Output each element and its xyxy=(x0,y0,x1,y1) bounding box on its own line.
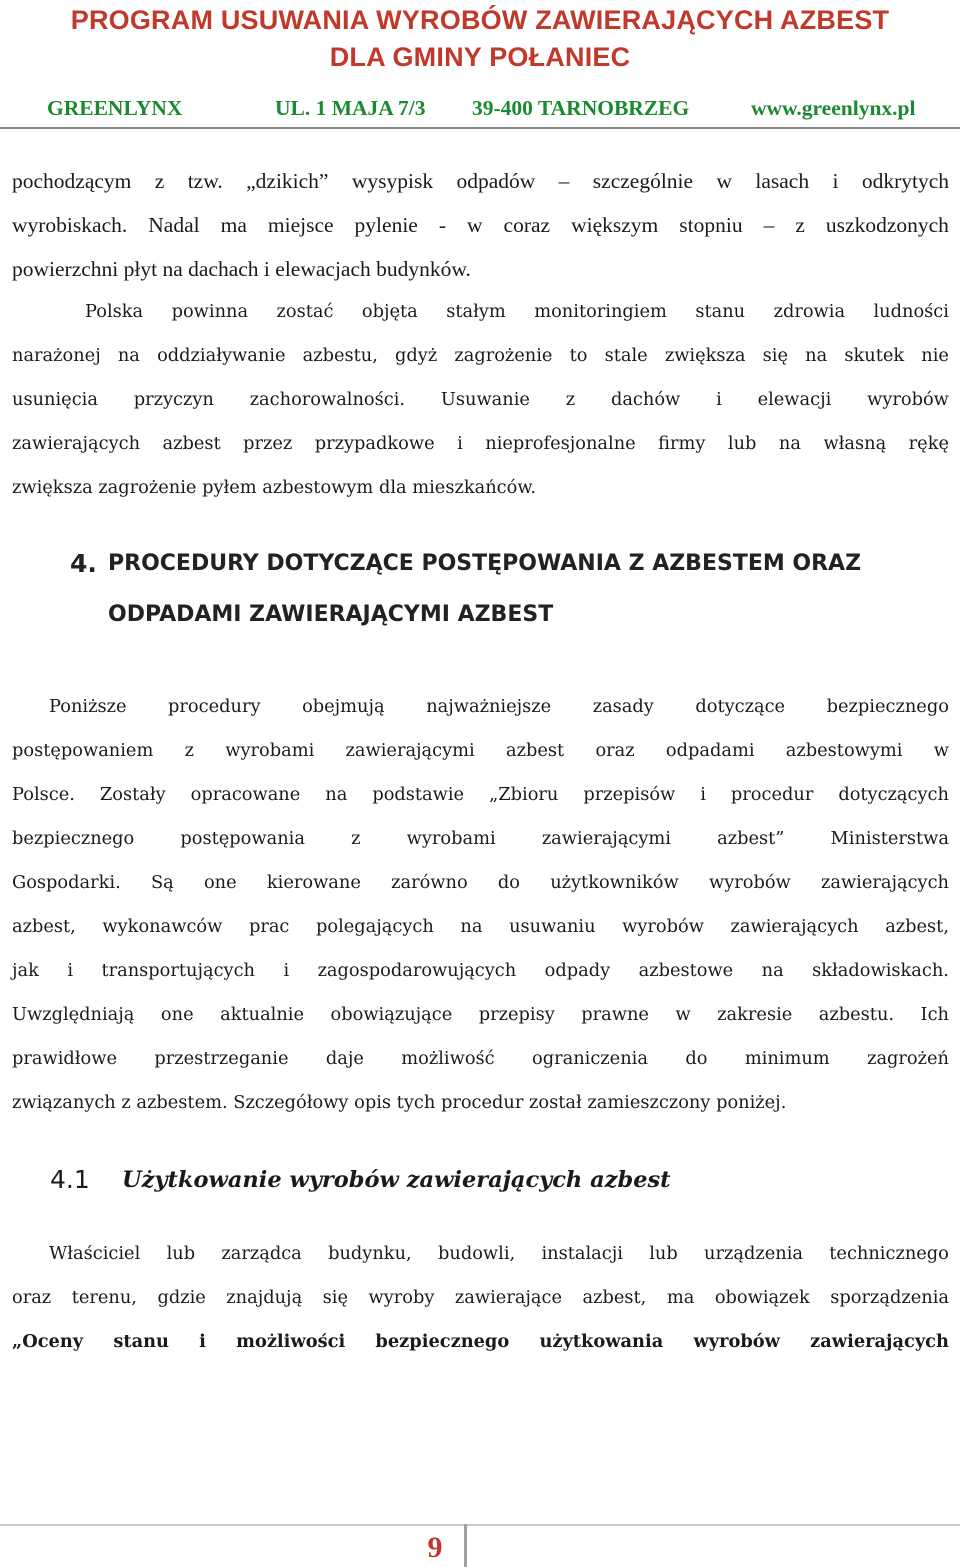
section41-number: 4.1 xyxy=(50,1165,90,1194)
word: elewacji xyxy=(757,389,832,410)
word: – xyxy=(763,213,775,237)
word: stałym xyxy=(446,301,506,322)
word: kierowane xyxy=(266,872,361,893)
word: wyrobów xyxy=(622,916,704,937)
word: coraz xyxy=(503,213,551,237)
word: zagrożenie xyxy=(454,345,553,366)
paragraph-line xyxy=(12,342,949,386)
word: procedur xyxy=(730,784,814,805)
word: i xyxy=(457,433,463,454)
paragraph-line xyxy=(12,211,949,255)
word: w xyxy=(933,740,949,761)
word: odkrytych xyxy=(861,169,949,193)
paragraph-line xyxy=(12,825,949,869)
word: zawierających xyxy=(810,1331,949,1352)
word: przepisów xyxy=(583,784,676,805)
word: przestrzeganie xyxy=(154,1048,289,1069)
word: urządzenia xyxy=(704,1243,803,1264)
word: zagrożeń xyxy=(867,1048,949,1069)
word: azbestowymi xyxy=(785,740,903,761)
word: wykonawców xyxy=(102,916,223,937)
paragraph-line xyxy=(12,1284,949,1328)
word: wyrobiskach. xyxy=(12,213,128,237)
word: wyrobami xyxy=(225,740,315,761)
word: Właściciel xyxy=(49,1243,141,1264)
word: „Oceny xyxy=(12,1331,84,1352)
word: zawierających xyxy=(12,433,141,454)
header-title-line1: PROGRAM USUWANIA WYROBÓW ZAWIERAJĄCYCH AZBEST xyxy=(70,5,890,35)
word: azbest xyxy=(162,433,221,454)
word: na xyxy=(117,345,140,366)
header-address: UL. 1 MAJA 7/3 xyxy=(275,96,426,120)
header-website[interactable]: www.greenlynx.pl xyxy=(751,96,916,120)
word: Są xyxy=(150,872,174,893)
paragraph-line xyxy=(85,298,949,342)
word: wyrobów xyxy=(693,1331,780,1352)
word: skutek xyxy=(844,345,905,366)
word: wyrobami xyxy=(406,828,496,849)
word: własną xyxy=(823,433,887,454)
word: bezpiecznego xyxy=(12,828,135,849)
word: przepisy xyxy=(478,1004,555,1025)
word: z xyxy=(795,213,805,237)
word: polegających xyxy=(316,916,434,937)
word: Usuwanie xyxy=(440,389,530,410)
word: terenu, xyxy=(71,1287,137,1308)
word: stale xyxy=(604,345,648,366)
paragraph-line xyxy=(12,167,949,211)
word: azbest, xyxy=(582,1287,647,1308)
paragraph-line: powierzchni płyt na dachach i elewacjach budynków. xyxy=(12,257,471,281)
word: wyroby xyxy=(368,1287,435,1308)
word: Uwzględniają xyxy=(12,1004,135,1025)
word: azbestu. xyxy=(818,1004,895,1025)
word: się xyxy=(762,345,788,366)
word: możliwość xyxy=(401,1048,495,1069)
word: dotyczących xyxy=(838,784,949,805)
word: zawierającymi xyxy=(345,740,475,761)
word: odpady xyxy=(544,960,611,981)
word: – xyxy=(558,169,570,193)
word: oraz xyxy=(595,740,635,761)
paragraph-line xyxy=(12,869,949,913)
word: podstawie xyxy=(372,784,465,805)
word: procedury xyxy=(168,696,261,717)
word: azbest, xyxy=(885,916,949,937)
word: monitoringiem xyxy=(534,301,667,322)
word: stopniu xyxy=(679,213,743,237)
word: zdrowia xyxy=(773,301,846,322)
paragraph-line xyxy=(12,1001,949,1045)
word: uszkodzonych xyxy=(825,213,949,237)
word: odpadami xyxy=(665,740,755,761)
word: bezpiecznego xyxy=(826,696,949,717)
word: pylenie xyxy=(354,213,418,237)
word: oraz xyxy=(12,1287,52,1308)
word: objęta xyxy=(361,301,418,322)
word: wyrobów xyxy=(708,872,791,893)
word: zagospodarowujących xyxy=(317,960,517,981)
word: zachorowalności. xyxy=(249,389,406,410)
word: się xyxy=(322,1287,349,1308)
word: technicznego xyxy=(829,1243,949,1264)
word: postępowania xyxy=(180,828,305,849)
word: usuwaniu xyxy=(509,916,596,937)
word: szczególnie xyxy=(592,169,694,193)
word: zawierających xyxy=(730,916,859,937)
paragraph-line xyxy=(12,913,949,957)
paragraph-line xyxy=(12,781,949,825)
word: miejsce xyxy=(267,213,334,237)
word: nieprofesjonalne xyxy=(485,433,636,454)
word: powinna xyxy=(171,301,249,322)
word: prawne xyxy=(581,1004,649,1025)
word: gdzie xyxy=(157,1287,206,1308)
word: w xyxy=(675,1004,691,1025)
word: w xyxy=(467,213,483,237)
word: i xyxy=(700,784,706,805)
word: ma xyxy=(220,213,247,237)
word: z xyxy=(565,389,576,410)
word: nie xyxy=(921,345,949,366)
word: wysypisk xyxy=(351,169,434,193)
word: narażonej xyxy=(12,345,101,366)
word: azbestu, xyxy=(302,345,378,366)
word: na xyxy=(325,784,348,805)
word: azbest, xyxy=(12,916,76,937)
word: lub xyxy=(649,1243,678,1264)
word: one xyxy=(160,1004,194,1025)
word: lasach xyxy=(755,169,810,193)
word: budowli, xyxy=(437,1243,516,1264)
word: sporządzenia xyxy=(830,1287,949,1308)
word: przez xyxy=(243,433,293,454)
word: Nadal xyxy=(148,213,200,237)
paragraph-line xyxy=(12,957,949,1001)
word: - xyxy=(438,213,447,237)
word: i xyxy=(67,960,74,981)
word: opracowane xyxy=(190,784,301,805)
word: prac xyxy=(248,916,290,937)
word: zarządca xyxy=(221,1243,302,1264)
word: zakresie xyxy=(717,1004,793,1025)
word: Polska xyxy=(85,301,144,322)
word: przypadkowe xyxy=(314,433,435,454)
paragraph-line xyxy=(12,430,949,474)
word: transportujących xyxy=(101,960,255,981)
word: obowiązujące xyxy=(330,1004,453,1025)
word: azbestowe xyxy=(638,960,734,981)
header-contact-bar xyxy=(47,92,925,124)
word: ludności xyxy=(873,301,949,322)
word: „Zbioru xyxy=(489,784,559,805)
word: odpadów xyxy=(456,169,536,193)
word: to xyxy=(569,345,588,366)
section4-title-line1: PROCEDURY DOTYCZĄCE POSTĘPOWANIA Z AZBESTEM ORAZ xyxy=(108,551,862,576)
word: na xyxy=(778,433,801,454)
header-city: 39-400 TARNOBRZEG xyxy=(472,96,690,120)
word: zawierających xyxy=(820,872,949,893)
word: gdyż xyxy=(395,345,438,366)
paragraph-line xyxy=(12,737,949,781)
word: Gospodarki. xyxy=(12,872,121,893)
word: bezpiecznego xyxy=(375,1331,510,1352)
word: azbest” xyxy=(717,828,785,849)
paragraph-line: zwiększa zagrożenie pyłem azbestowym dla mieszkańców. xyxy=(12,477,537,498)
word: z xyxy=(351,828,361,849)
word: możliwości xyxy=(236,1331,346,1352)
word: „dzikich” xyxy=(246,169,329,193)
word: użytkowania xyxy=(539,1331,664,1352)
word: w xyxy=(716,169,732,193)
word: budynku, xyxy=(328,1243,412,1264)
word: przyczyn xyxy=(133,389,214,410)
section4-number: 4. xyxy=(70,549,97,578)
word: i xyxy=(832,169,839,193)
word: Ich xyxy=(920,1004,949,1025)
word: Poniższe xyxy=(49,696,127,717)
word: i xyxy=(283,960,290,981)
word: najważniejsze xyxy=(426,696,552,717)
word: zawierające xyxy=(454,1287,563,1308)
word: większym xyxy=(571,213,659,237)
word: one xyxy=(203,872,237,893)
word: oddziaływanie xyxy=(157,345,286,366)
word: na xyxy=(761,960,784,981)
word: składowiskach. xyxy=(812,960,949,981)
word: lub xyxy=(727,433,757,454)
header-title-line2: DLA GMINY POŁANIEC xyxy=(329,42,631,72)
word: obowiązek xyxy=(714,1287,810,1308)
paragraph-line xyxy=(12,1328,949,1372)
word: dotyczące xyxy=(695,696,786,717)
word: i xyxy=(716,389,722,410)
word: ma xyxy=(666,1287,695,1308)
word: zasady xyxy=(592,696,654,717)
word: azbest xyxy=(506,740,565,761)
word: stanu xyxy=(695,301,746,322)
word: lub xyxy=(166,1243,196,1264)
word: minimum xyxy=(744,1048,830,1069)
paragraph-line xyxy=(12,1045,949,1089)
word: z xyxy=(184,740,194,761)
word: Polsce. xyxy=(12,784,75,805)
paragraph-line: związanych z azbestem. Szczegółowy opis tych procedur został zamieszczony poniżej. xyxy=(12,1092,787,1113)
paragraph-line xyxy=(49,693,949,737)
word: i xyxy=(199,1331,206,1352)
word: jak xyxy=(12,960,39,981)
word: aktualnie xyxy=(220,1004,305,1025)
word: do xyxy=(685,1048,708,1069)
word: zarówno xyxy=(391,872,468,893)
word: z xyxy=(154,169,165,193)
header-divider xyxy=(0,127,960,129)
page-number: 9 xyxy=(427,1531,443,1564)
word: użytkowników xyxy=(550,872,679,893)
word: Zostały xyxy=(99,784,166,805)
header-company: GREENLYNX xyxy=(47,96,183,120)
word: zawierającymi xyxy=(541,828,671,849)
word: na xyxy=(460,916,483,937)
word: rękę xyxy=(908,433,949,454)
word: zostać xyxy=(276,301,334,322)
section4-title-line2: ODPADAMI ZAWIERAJĄCYMI AZBEST xyxy=(108,602,554,627)
word: firmy xyxy=(658,433,706,454)
word: do xyxy=(497,872,520,893)
word: zwiększa xyxy=(664,345,746,366)
word: usunięcia xyxy=(12,389,98,410)
word: znajdują xyxy=(226,1287,303,1308)
word: prawidłowe xyxy=(12,1048,117,1069)
word: stanu xyxy=(113,1331,169,1352)
word: Ministerstwa xyxy=(830,828,949,849)
section41-title: Użytkowanie wyrobów zawierających azbest xyxy=(122,1167,671,1193)
word: obejmują xyxy=(302,696,385,717)
footer-divider xyxy=(0,1524,960,1526)
word: pochodzącym xyxy=(12,169,132,193)
word: na xyxy=(805,345,828,366)
word: ograniczenia xyxy=(532,1048,648,1069)
word: tzw. xyxy=(187,169,223,193)
word: wyrobów xyxy=(867,389,949,410)
paragraph-line xyxy=(49,1240,949,1284)
word: postępowaniem xyxy=(12,740,154,761)
footer-separator xyxy=(464,1524,467,1567)
paragraph-line xyxy=(12,386,949,430)
word: instalacji xyxy=(541,1243,623,1264)
word: dachów xyxy=(610,389,681,410)
word: daje xyxy=(325,1048,364,1069)
